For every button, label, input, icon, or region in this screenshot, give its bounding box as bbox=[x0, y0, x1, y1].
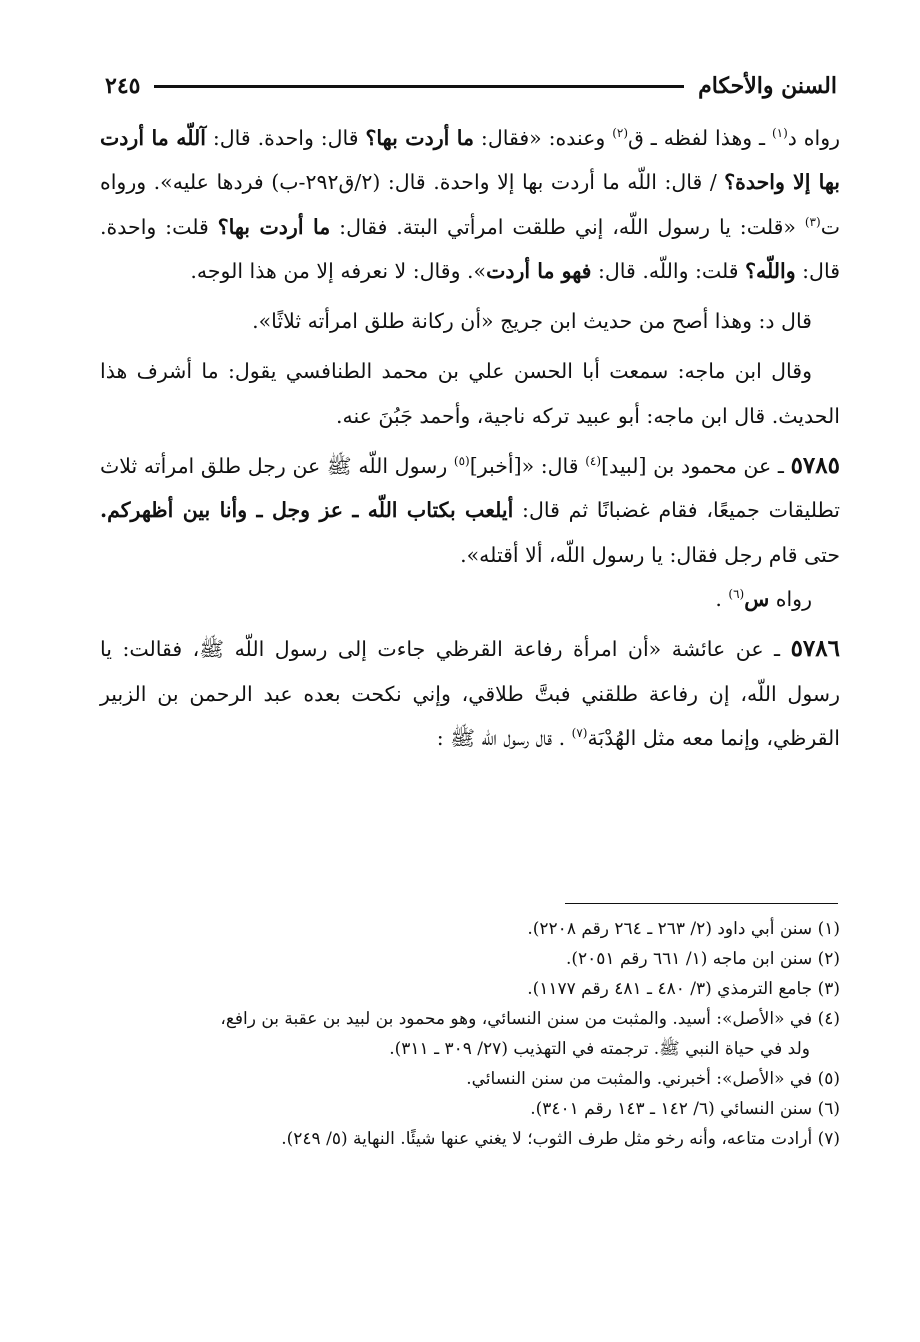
hadith-5786 bbox=[100, 627, 840, 760]
footnotes bbox=[100, 914, 840, 1154]
bold-run: س bbox=[744, 586, 770, 611]
header-title: السنن والأحكام bbox=[698, 73, 837, 99]
footnote-ref: (١) bbox=[771, 126, 788, 141]
footnote-ref: (٤) bbox=[585, 454, 602, 469]
hadith-5785-riwayah bbox=[100, 577, 840, 621]
footnote-4-continued bbox=[100, 1034, 840, 1064]
bold-run: ما أردت بها؟ bbox=[217, 214, 331, 239]
text-run: وعنده: «فقال: bbox=[474, 126, 613, 150]
text-run: ـ وهذا لفظه ـ ق bbox=[628, 126, 772, 150]
footnote-2: (٢) سنن ابن ماجه (١/ ٦٦١ رقم ٢٠٥١). bbox=[565, 949, 840, 969]
footnote-separator bbox=[565, 903, 838, 904]
footnote-ref: (٦) bbox=[728, 587, 745, 602]
footnote-5: (٥) في «الأصل»: أخبرني. والمثبت من سنن النسائي. bbox=[466, 1069, 840, 1089]
text-run: ـ عن عائشة «أن امرأة رفاعة القرظي جاءت إلى رسول اللّه ﷺ، فقالت: يا رسول اللّه، إن رفاعة طلقني فبتَّ طلاقي، وإني نكحت بعده عبد الرحمن بن الزبير القرظي، وإنما معه مثل الهُدْبَة bbox=[100, 637, 840, 750]
text-run: قال: «[أخبر] bbox=[469, 454, 586, 479]
hadith-number: ٥٧٨٥ bbox=[790, 452, 840, 480]
text-run: ولد في حياة النبي ﷺ. ترجمته في التهذيب (٢٧/ ٣٠٩ ـ ٣١١). bbox=[389, 1039, 810, 1059]
text-run: رواه د bbox=[787, 126, 841, 150]
text-run: قلت: واللّه. قال: bbox=[591, 258, 746, 283]
footnote-6: (٦) سنن النسائي (٦/ ١٤٢ ـ ١٤٣ رقم ٣٤٠١). bbox=[530, 1099, 840, 1119]
text-run: . bbox=[715, 586, 729, 611]
text-run: / قال: اللّه ما أردت بها إلا واحدة. قال: (٢/ق٢٩٢-ب) فردها عليه». ورواه ت bbox=[100, 170, 840, 239]
footnote-ref: (٢) bbox=[612, 126, 629, 141]
text-run: «قلت: يا رسول اللّه، إني طلقت امرأتي البتة. فقال: bbox=[330, 214, 805, 239]
text-run: رسول اللّه ﷺ عن رجل طلق امرأته ثلاث تطليقات جميعًا، فقام غضبانًا ثم قال: bbox=[100, 454, 840, 523]
footnote-3: (٣) جامع الترمذي (٣/ ٤٨٠ ـ ٤٨١ رقم ١١٧٧). bbox=[527, 979, 840, 999]
footnote-7: (٧) أرادت متاعه، وأنه رخو مثل طرف الثوب؛ لا يغني عنها شيئًا. النهاية (٥/ ٢٤٩). bbox=[281, 1129, 840, 1149]
text-run: قلت: واحدة. قال: bbox=[100, 214, 840, 283]
header-rule bbox=[154, 85, 684, 88]
paragraph-ibn-majah-note: وقال ابن ماجه: سمعت أبا الحسن علي بن محمد الطنافسي يقول: ما أشرف هذا الحديث. قال ابن ماجه: أبو عبيد تركه ناجية، وأحمد جَبُنَ عنه. bbox=[100, 359, 840, 428]
hadith-5785 bbox=[100, 444, 840, 577]
bold-run: فهو ما أردت bbox=[486, 258, 592, 283]
running-header bbox=[105, 66, 837, 106]
footnote-4: (٤) في «الأصل»: أسيد. والمثبت من سنن النسائي، وهو محمود بن لبيد بن عقبة بن رافع، bbox=[220, 1009, 840, 1029]
bold-run: أيلعب بكتاب اللّه ـ عز وجل ـ وأنا بين أظهركم. bbox=[100, 498, 514, 523]
bold-run: ما أردت بها؟ bbox=[365, 126, 475, 150]
hadith-number: ٥٧٨٦ bbox=[790, 635, 840, 663]
paragraph-riwayah bbox=[100, 116, 840, 293]
text-run: قال: واحدة. قال: bbox=[205, 126, 366, 150]
bold-run: واللّه؟ bbox=[745, 258, 796, 283]
text-run: ـ عن محمود بن [لبيد] bbox=[601, 454, 791, 479]
footnote-ref: (٧) bbox=[571, 726, 588, 741]
footnote-ref: (٣) bbox=[804, 214, 821, 229]
text-run: حتى قام رجل فقال: يا رسول اللّه، ألا أقتله». bbox=[460, 542, 840, 567]
text-run: . قال رسول اللّه ﷺ : bbox=[436, 725, 572, 750]
bold-run: آللّه ما أردت بها إلا واحدة؟ bbox=[100, 126, 840, 195]
text-run: ». وقال: لا نعرفه إلا من هذا الوجه. bbox=[190, 258, 487, 283]
footnote-ref: (٥) bbox=[453, 454, 470, 469]
page-number: ٢٤٥ bbox=[105, 73, 141, 99]
paragraph-abu-dawud-note: قال د: وهذا أصح من حديث ابن جريج «أن ركانة طلق امرأته ثلاثًا». bbox=[252, 309, 812, 334]
text-run: رواه bbox=[769, 586, 812, 611]
footnote-1: (١) سنن أبي داود (٢/ ٢٦٣ ـ ٢٦٤ رقم ٢٢٠٨). bbox=[527, 919, 840, 939]
main-text bbox=[100, 116, 840, 760]
